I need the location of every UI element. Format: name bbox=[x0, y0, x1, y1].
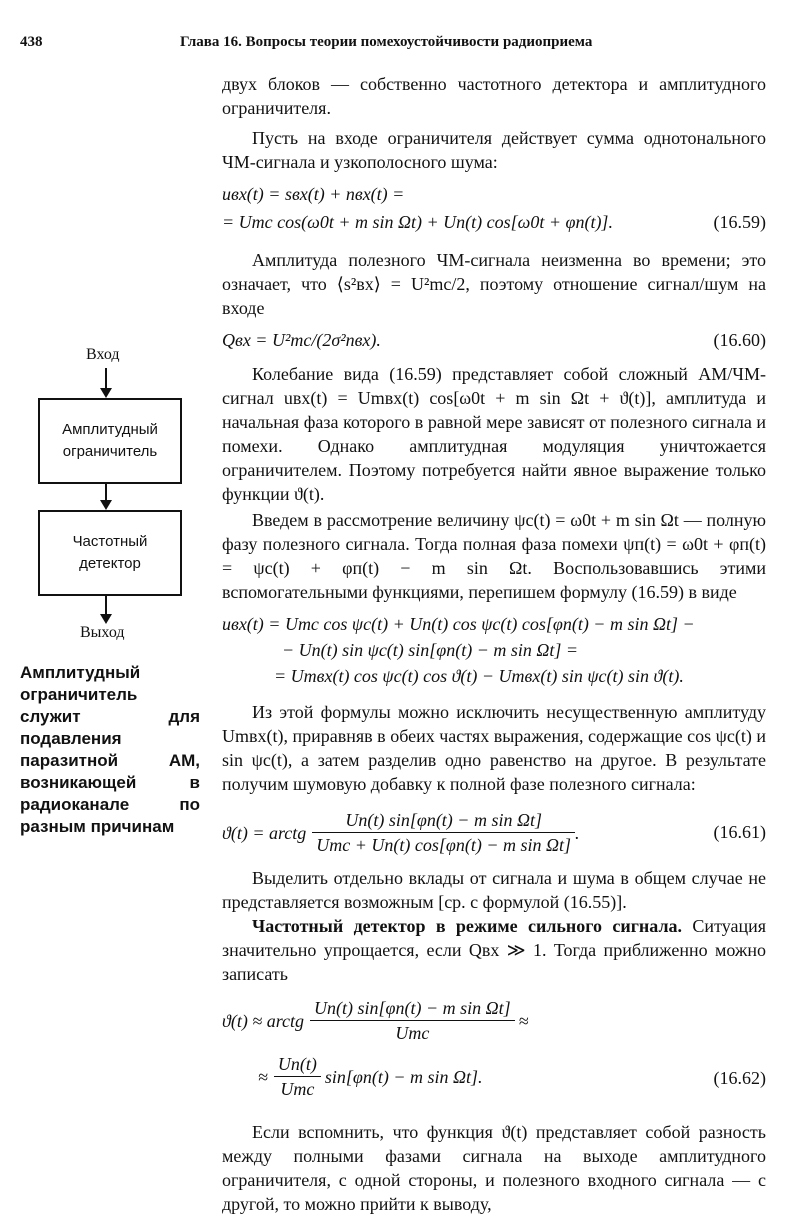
detector-box bbox=[38, 510, 182, 596]
arrow-middle-head bbox=[100, 500, 112, 510]
figure-caption: Амплитудный ограничитель служит для подавления паразитной АМ, возникающей в радиоканале по разным причинам bbox=[20, 663, 200, 836]
paragraph: Амплитуда полезного ЧМ-сигнала неизменна во времени; это означает, что ⟨s²вх⟩ = U²mc/2, поэтому отношение сигнал/шум на входе bbox=[222, 250, 766, 318]
equation-lhs: ϑ(t) = arctg bbox=[222, 822, 307, 843]
equation-lhs: ≈ bbox=[258, 1066, 268, 1087]
equation-16-60 bbox=[222, 328, 766, 354]
equation-line: Qвх = U²mc/(2σ²nвх). bbox=[222, 330, 381, 350]
equation-16-62 bbox=[222, 994, 766, 1106]
page-number: 438 bbox=[20, 34, 43, 50]
fraction-denominator: Umc + Uп(t) cos[φп(t) − m sin Ωt] bbox=[316, 835, 572, 855]
paragraph: Колебание вида (16.59) представляет собой сложный АМ/ЧМ-сигнал uвх(t) = Umвх(t) cos[ω0t + m sin Ωt + ϑ(t)], амплитуда и начальная фаза которого в равной мере зависят от полезного сигнала и помехи. Однако амплитудная модуляция уничтожается ограничителем. Поэтому потребуется найти явное выражение только функции ϑ(t). bbox=[222, 364, 766, 504]
equation-number: (16.60) bbox=[713, 330, 766, 350]
equation-number: (16.62) bbox=[713, 1068, 766, 1088]
paragraph: Введем в рассмотрение величину ψc(t) = ω0t + m sin Ωt — полную фазу полезного сигнала. Тогда полная фаза помехи ψп(t) = ω0t + φп(t) = ψc(t) + φп(t) − m sin Ωt. Воспользовавшись этими вспомогательными функциями, перепишем формулу (16.59) в виде bbox=[222, 510, 766, 602]
diagram-output-label: Выход bbox=[80, 624, 125, 641]
fraction-numerator: Uп(t) sin[φп(t) − m sin Ωt] bbox=[312, 808, 575, 833]
arrow-output-head bbox=[100, 614, 112, 624]
equation-line: = Umc cos(ω0t + m sin Ωt) + Uп(t) cos[ω0t + φп(t)]. bbox=[222, 212, 613, 232]
equation-rhs: ≈ bbox=[518, 1010, 529, 1031]
equation-line: = Umвх(t) cos ψc(t) cos ϑ(t) − Umвх(t) sin ψc(t) sin ϑ(t). bbox=[274, 666, 684, 686]
equation-16-61: ϑ(t) = arctg $\frac{\text{Uп(t) sin[φп(t) − m sin Ωt]}}{\text{Umc + Uп(t) cos[φп(t) − m sin Ωt]}}$ . (16.61) bbox=[222, 810, 766, 855]
arrow-output-line bbox=[105, 594, 107, 616]
equation-line: uвх(t) = Umc cos ψc(t) + Uп(t) cos ψc(t) cos[φп(t) − m sin Ωt] − bbox=[222, 614, 695, 634]
paragraph bbox=[222, 914, 766, 986]
equation-lhs: ϑ(t) ≈ arctg bbox=[222, 1010, 305, 1031]
arrow-input-head bbox=[100, 388, 112, 398]
paragraph-text: Ситуация значительно упрощается, если Qвх ≫ 1. Тогда приближенно можно записать bbox=[222, 916, 766, 984]
fraction bbox=[274, 1052, 321, 1101]
fraction-numerator: Uп(t) bbox=[274, 1052, 321, 1077]
block-diagram bbox=[20, 340, 210, 650]
fraction-denominator: Umc bbox=[280, 1079, 315, 1099]
equation-line: uвх(t) = sвх(t) + nвх(t) = bbox=[222, 184, 405, 204]
limiter-box bbox=[38, 398, 182, 484]
main-text-column bbox=[222, 72, 766, 1216]
arrow-input-line bbox=[105, 368, 107, 390]
diagram-input-label: Вход bbox=[86, 346, 120, 363]
equation-rewrite bbox=[222, 612, 766, 692]
paragraph: Пусть на входе ограничителя действует сумма однотонального ЧМ-сигнала и узкополосного шума: bbox=[222, 128, 766, 172]
paragraph: Если вспомнить, что функция ϑ(t) представляет собой разность между полными фазами сигнала на выходе амплитудного ограничителя, с одной стороны, и полезного входного сигнала — с другой, то можно прийти к выводу, bbox=[222, 1122, 766, 1214]
paragraph: Из этой формулы можно исключить несущественную амплитуду Umвх(t), приравняв в обеих частях выражения, содержащие cos ψc(t) и sin ψc(t), а затем разделив одно равенство на другое. В результате получим шумовую добавку к полной фазе полезного сигнала: bbox=[222, 702, 766, 794]
equation-16-59 bbox=[222, 182, 766, 238]
fraction bbox=[312, 808, 575, 857]
section-run-in-heading: Частотный детектор в режиме сильного сигнала. bbox=[252, 916, 683, 936]
equation-line: − Uп(t) sin ψc(t) sin[φп(t) − m sin Ωt] = bbox=[282, 640, 579, 660]
fraction-denominator: Umc bbox=[395, 1023, 430, 1043]
limiter-box-line1: Амплитудный bbox=[62, 421, 158, 438]
detector-box-line1: Частотный bbox=[72, 533, 148, 550]
equation-rhs: sin[φп(t) − m sin Ωt]. bbox=[324, 1066, 483, 1087]
equation-number: (16.59) bbox=[713, 212, 766, 232]
fraction bbox=[310, 996, 515, 1045]
fraction-numerator: Uп(t) sin[φп(t) − m sin Ωt] bbox=[310, 996, 515, 1021]
equation-number: (16.61) bbox=[713, 822, 766, 842]
paragraph: Выделить отдельно вклады от сигнала и шума в общем случае не представляется возможным [ср. с формулой (16.55)]. bbox=[222, 868, 766, 912]
limiter-box-line2: ограничитель bbox=[62, 443, 158, 460]
detector-box-line2: детектор bbox=[79, 555, 141, 572]
paragraph: двух блоков — собственно частотного детектора и амплитудного ограничителя. bbox=[222, 74, 766, 118]
arrow-middle-line bbox=[105, 482, 107, 502]
running-head: Глава 16. Вопросы теории помехоустойчивости радиоприема bbox=[180, 34, 593, 50]
